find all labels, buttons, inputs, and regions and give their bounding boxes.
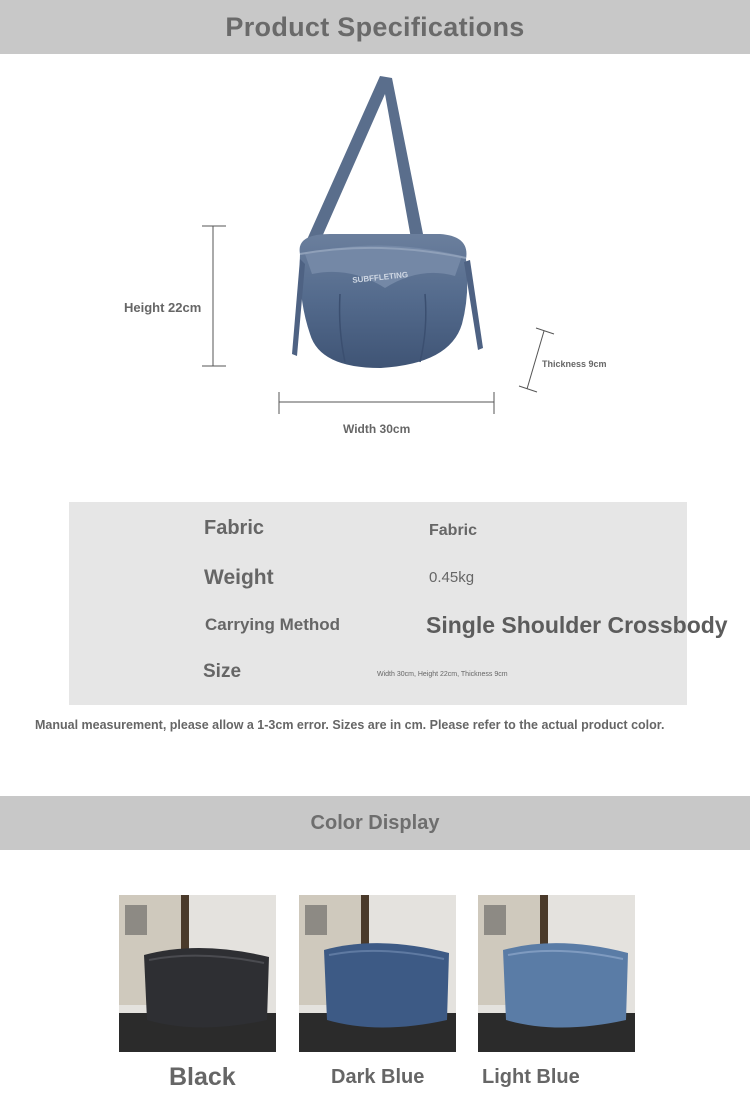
- spec-header-banner: [0, 0, 750, 54]
- color-header-banner: [0, 796, 750, 850]
- measurement-note: Manual measurement, please allow a 1-3cm error. Sizes are in cm. Please refer to the actual product color.: [35, 718, 665, 732]
- spec-table: [69, 502, 728, 705]
- color-label-black: Black: [169, 1063, 236, 1091]
- width-label: Width 30cm: [343, 422, 411, 436]
- height-label: Height 22cm: [124, 300, 202, 315]
- spec-value-size: Width 30cm, Height 22cm, Thickness 9cm: [377, 671, 508, 678]
- color-swatch-black[interactable]: [119, 895, 276, 1052]
- color-swatch-light-blue[interactable]: [478, 895, 635, 1052]
- bag-brand-text: SUBFFLETING: [351, 270, 409, 285]
- spec-header-title: Product Specifications: [225, 11, 525, 42]
- thickness-label: Thickness 9cm: [542, 359, 607, 369]
- spec-value-carrying-method: Single Shoulder Crossbody: [426, 612, 728, 638]
- bag-dimension-diagram: [0, 54, 750, 474]
- spec-name-carrying-method: Carrying Method: [205, 615, 341, 634]
- spec-name-weight: Weight: [204, 566, 274, 589]
- color-swatch-dark-blue[interactable]: [299, 895, 456, 1052]
- spec-value-weight: 0.45kg: [429, 569, 475, 586]
- light-blue-bag-photo: [478, 895, 635, 1052]
- spec-name-size: Size: [203, 661, 242, 682]
- color-label-light-blue: Light Blue: [482, 1066, 580, 1088]
- bag-illustration: [0, 54, 750, 474]
- black-bag-photo: [119, 895, 276, 1052]
- color-label-dark-blue: Dark Blue: [331, 1066, 425, 1088]
- color-header-title: Color Display: [310, 811, 440, 834]
- spec-name-fabric: Fabric: [204, 517, 265, 539]
- bag-strap: [305, 76, 425, 246]
- dark-blue-bag-photo: [299, 895, 456, 1052]
- spec-value-fabric: Fabric: [429, 522, 478, 539]
